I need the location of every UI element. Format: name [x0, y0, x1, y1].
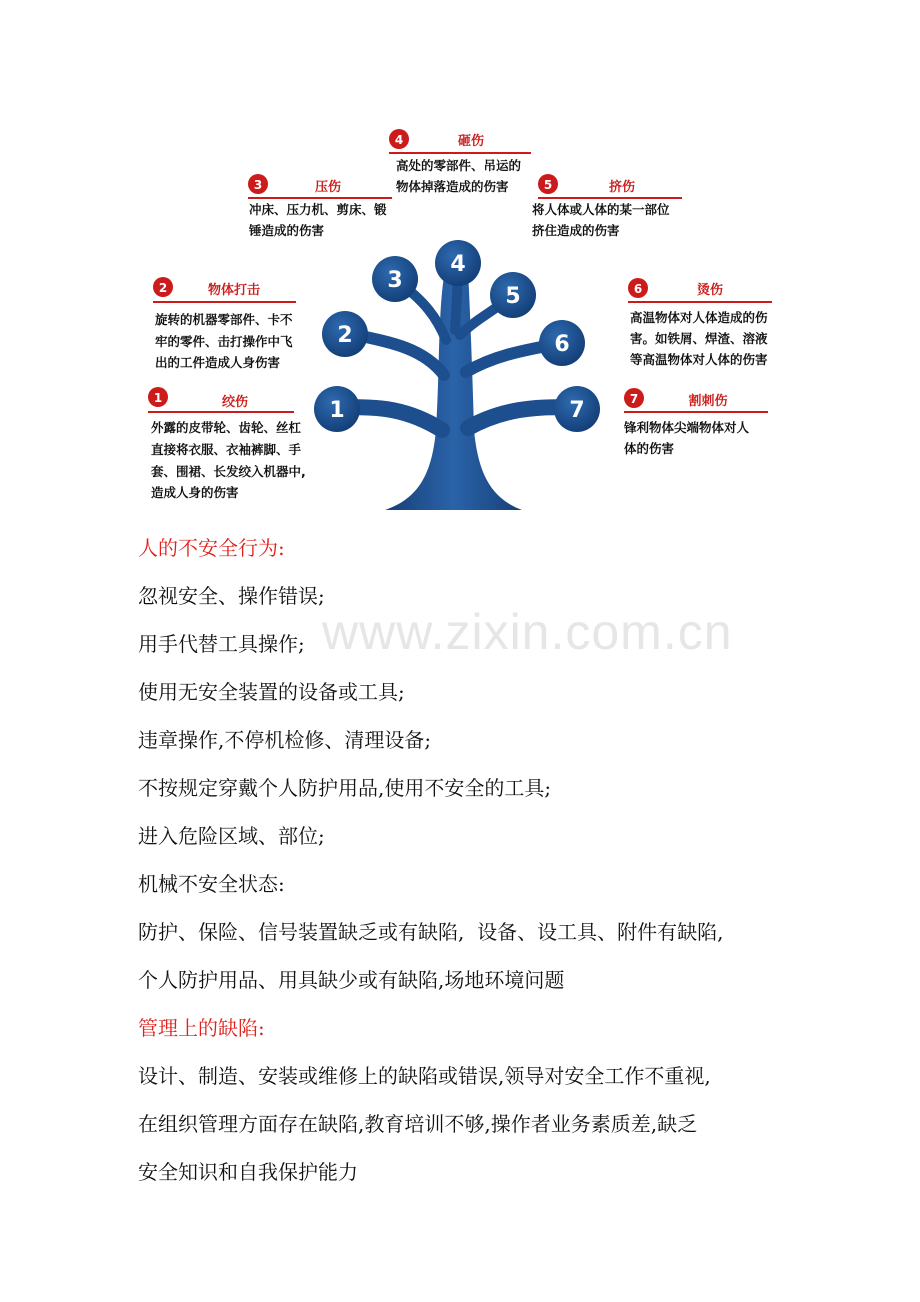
svg-text:7: 7 — [569, 398, 585, 423]
section-heading-management-defects: 管理上的缺陷: — [138, 1016, 265, 1040]
svg-text:高处的零部件、吊运的: 高处的零部件、吊运的 — [396, 158, 522, 173]
tree-node-4 — [435, 240, 481, 286]
paragraph: 使用无安全装置的设备或工具; — [138, 680, 405, 704]
svg-text:6: 6 — [554, 332, 570, 357]
tree-node-6 — [539, 320, 585, 366]
svg-text:6: 6 — [633, 282, 643, 296]
tree-node-2 — [322, 311, 368, 357]
injury-tree-diagram — [0, 0, 920, 520]
label-3 — [248, 174, 392, 238]
paragraph: 忽视安全、操作错误; — [138, 584, 325, 608]
tree-node-3 — [372, 256, 418, 302]
svg-text:出的工件造成人身伤害: 出的工件造成人身伤害 — [155, 355, 281, 370]
svg-text:锋利物体尖端物体对人: 锋利物体尖端物体对人 — [624, 420, 750, 435]
svg-text:4: 4 — [450, 252, 466, 277]
svg-text:将人体或人体的某一部位: 将人体或人体的某一部位 — [532, 202, 670, 217]
label-1 — [148, 387, 306, 500]
paragraph: 进入危险区域、部位; — [138, 824, 325, 848]
svg-text:外露的皮带轮、齿轮、丝杠: 外露的皮带轮、齿轮、丝杠 — [151, 420, 302, 435]
svg-text:3: 3 — [387, 268, 403, 293]
label-title: 割刺伤 — [688, 394, 728, 409]
svg-text:等高温物体对人体的伤害: 等高温物体对人体的伤害 — [630, 352, 768, 367]
tree-node-5 — [490, 272, 536, 318]
label-6 — [628, 278, 772, 367]
svg-text:造成人身的伤害: 造成人身的伤害 — [151, 485, 239, 500]
svg-text:1: 1 — [153, 391, 163, 405]
tree-node-1 — [314, 386, 360, 432]
label-5 — [532, 174, 682, 238]
section-heading-unsafe-behavior: 人的不安全行为: — [138, 536, 285, 560]
paragraph: 违章操作,不停机检修、清理设备; — [138, 728, 432, 752]
svg-text:2: 2 — [158, 281, 168, 295]
svg-text:5: 5 — [505, 284, 521, 309]
paragraph: 安全知识和自我保护能力 — [138, 1160, 358, 1184]
svg-text:挤住造成的伤害: 挤住造成的伤害 — [532, 223, 620, 238]
label-4 — [389, 129, 531, 194]
paragraph: 用手代替工具操作; — [138, 632, 305, 656]
label-title: 烫伤 — [696, 283, 724, 298]
svg-text:物体掉落造成的伤害: 物体掉落造成的伤害 — [396, 179, 509, 194]
label-title: 物体打击 — [207, 283, 261, 298]
svg-text:害。如铁屑、焊渣、溶液: 害。如铁屑、焊渣、溶液 — [630, 331, 768, 346]
svg-text:1: 1 — [329, 398, 345, 423]
label-title: 挤伤 — [608, 180, 636, 195]
body-text — [138, 524, 838, 1196]
svg-text:4: 4 — [394, 133, 404, 147]
label-7 — [623, 388, 768, 456]
paragraph: 设计、制造、安装或维修上的缺陷或错误,领导对安全工作不重视, — [138, 1064, 711, 1088]
paragraph: 机械不安全状态: — [138, 872, 285, 896]
label-title: 砸伤 — [457, 134, 485, 149]
watermark: www.zixin.com.cn — [322, 604, 733, 660]
label-2 — [153, 277, 296, 370]
paragraph: 在组织管理方面存在缺陷,教育培训不够,操作者业务素质差,缺乏 — [138, 1112, 698, 1136]
svg-text:体的伤害: 体的伤害 — [624, 441, 675, 456]
paragraph: 防护、保险、信号装置缺乏或有缺陷, 设备、设工具、附件有缺陷, — [138, 920, 724, 944]
svg-text:锤造成的伤害: 锤造成的伤害 — [249, 223, 325, 238]
label-title: 绞伤 — [221, 395, 249, 410]
svg-text:2: 2 — [337, 323, 353, 348]
svg-text:7: 7 — [629, 392, 639, 406]
tree-node-7 — [554, 386, 600, 432]
svg-text:高温物体对人体造成的伤: 高温物体对人体造成的伤 — [630, 310, 768, 325]
label-title: 压伤 — [314, 180, 342, 195]
svg-text:套、围裙、长发绞入机器中,: 套、围裙、长发绞入机器中, — [151, 464, 306, 479]
svg-text:旋转的机器零部件、卡不: 旋转的机器零部件、卡不 — [155, 312, 293, 327]
paragraph: 个人防护用品、用具缺少或有缺陷,场地环境问题 — [138, 968, 565, 992]
svg-text:3: 3 — [253, 178, 263, 192]
svg-text:5: 5 — [543, 178, 553, 192]
svg-text:冲床、压力机、剪床、锻: 冲床、压力机、剪床、锻 — [249, 202, 387, 217]
svg-text:直接将衣服、衣袖裤脚、手: 直接将衣服、衣袖裤脚、手 — [151, 442, 302, 457]
svg-text:牢的零件、击打操作中飞: 牢的零件、击打操作中飞 — [155, 334, 293, 349]
paragraph: 不按规定穿戴个人防护用品,使用不安全的工具; — [138, 776, 552, 800]
